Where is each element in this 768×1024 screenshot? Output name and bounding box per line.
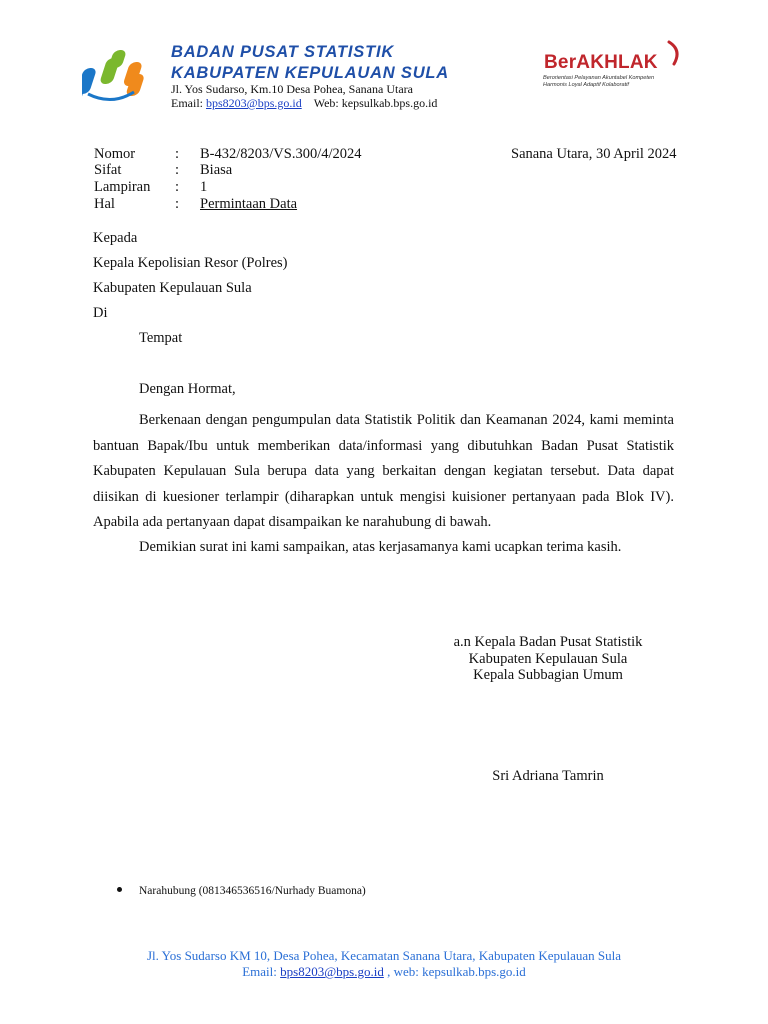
footer-email-link[interactable]: bps8203@bps.go.id bbox=[280, 964, 384, 979]
lampiran-separator: : bbox=[175, 179, 180, 195]
header-email-link[interactable]: bps8203@bps.go.id bbox=[206, 96, 302, 110]
letter-date: Sanana Utara, 30 April 2024 bbox=[511, 146, 677, 162]
lampiran-value: 1 bbox=[200, 179, 208, 195]
footer-email-label: Email: bbox=[242, 964, 277, 979]
body-paragraph-1-text: Berkenaan dengan pengumpulan data Statistik Politik dan Keamanan 2024, kami meminta bantuan Bapak/Ibu untuk memberikan data/informasi yang dibutuhkan Badan Pusat Statistik Kabupaten Kepulauan Sula berupa data yang berkaitan dengan kegiatan tersebut. Data dapat diisikan di kuesioner terlampir (diharapkan untuk mengisi kuisioner pertanyaan pada Blok IV). Apabila ada pertanyaan dapat disampaikan ke narahubung di bawah. bbox=[93, 412, 674, 530]
berakhlak-tagline-2: Harmonis Loyal Adaptif Kolaboratif bbox=[543, 82, 629, 88]
bullet-icon bbox=[117, 887, 122, 892]
body-paragraph-2: Demikian surat ini kami sampaikan, atas kerjasamanya kami ucapkan terima kasih. bbox=[139, 539, 622, 555]
berakhlak-tagline-1: Berorientasi Pelayanan Akuntabel Kompeten bbox=[543, 75, 655, 81]
nomor-label: Nomor bbox=[94, 146, 136, 162]
nomor-value: B-432/8203/VS.300/4/2024 bbox=[200, 146, 362, 162]
bps-logo bbox=[82, 44, 162, 108]
org-name bbox=[171, 42, 449, 84]
signature-line1: a.n Kepala Badan Pusat Statistik bbox=[453, 634, 643, 650]
org-name-line2: KABUPATEN KEPULAUAN SULA bbox=[171, 64, 450, 82]
body-paragraph-1 bbox=[93, 408, 674, 536]
hal-separator: : bbox=[175, 196, 180, 212]
recipient-di: Di bbox=[93, 305, 108, 321]
lampiran-label: Lampiran bbox=[94, 179, 151, 195]
recipient-line1: Kepala Kepolisian Resor (Polres) bbox=[93, 255, 288, 271]
recipient-tempat: Tempat bbox=[139, 330, 183, 346]
hal-label: Hal bbox=[94, 196, 115, 212]
sifat-value: Biasa bbox=[200, 162, 233, 178]
signature-line3: Kepala Subbagian Umum bbox=[473, 667, 623, 683]
greeting: Dengan Hormat, bbox=[139, 381, 236, 397]
header-web: Web: kepsulkab.bps.go.id bbox=[313, 96, 438, 110]
sifat-label: Sifat bbox=[94, 162, 122, 178]
header-contact bbox=[171, 96, 437, 110]
berakhlak-logo bbox=[540, 40, 690, 100]
contact-note: Narahubung (081346536516/Nurhady Buamona) bbox=[139, 885, 366, 897]
header-email-label: Email: bbox=[171, 96, 203, 110]
footer-contact bbox=[0, 964, 768, 980]
recipient-line2: Kabupaten Kepulauan Sula bbox=[93, 280, 252, 296]
berakhlak-tagline bbox=[543, 75, 654, 89]
signature-line2: Kabupaten Kepulauan Sula bbox=[468, 651, 628, 667]
header-address: Jl. Yos Sudarso, Km.10 Desa Pohea, Sanana Utara bbox=[171, 82, 413, 96]
berakhlak-wordmark: BerAKHLAK bbox=[544, 52, 658, 73]
signatory-name: Sri Adriana Tamrin bbox=[492, 768, 604, 784]
recipient-kepada: Kepada bbox=[93, 230, 138, 246]
sifat-separator: : bbox=[175, 162, 180, 178]
nomor-separator: : bbox=[175, 146, 180, 162]
hal-value: Permintaan Data bbox=[200, 196, 298, 212]
berakhlak-swoosh-icon bbox=[666, 40, 686, 66]
footer-web: , web: kepsulkab.bps.go.id bbox=[387, 964, 526, 979]
footer-address: Jl. Yos Sudarso KM 10, Desa Pohea, Kecamatan Sanana Utara, Kabupaten Kepulauan Sula bbox=[146, 948, 622, 963]
org-name-line1: BADAN PUSAT STATISTIK bbox=[171, 43, 395, 61]
